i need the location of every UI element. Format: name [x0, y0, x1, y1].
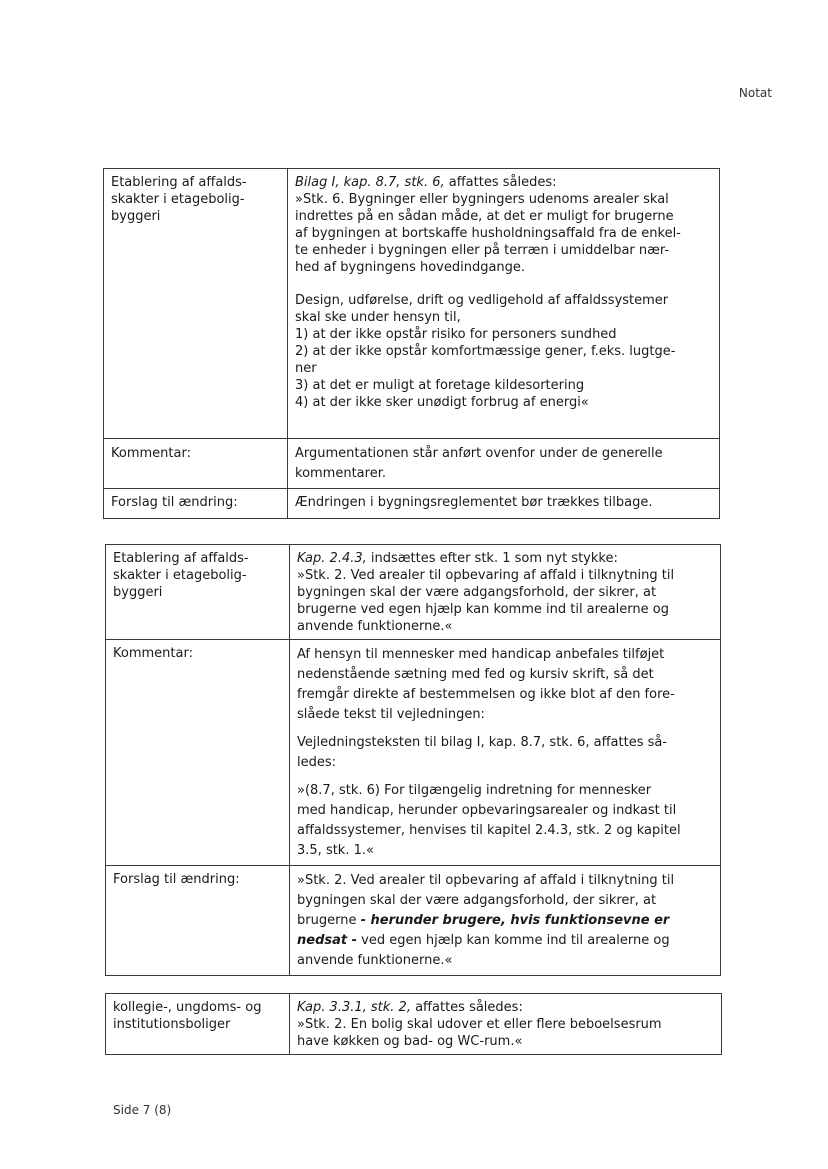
- row-content: [290, 545, 721, 640]
- paragraph: »Stk. 2. En bolig skal udover et eller flere beboelsesrum have køkken og bad- og WC-rum.«: [297, 1017, 662, 1049]
- table-row: [106, 866, 721, 976]
- reference: Kap. 2.4.3,: [297, 551, 367, 566]
- row-label: kollegie-, ungdoms- og institutionsboliger: [106, 994, 290, 1055]
- paragraph: Vejledningsteksten til bilag I, kap. 8.7, stk. 6, affattes så- ledes:: [297, 735, 668, 770]
- row-label: Forslag til ændring:: [104, 489, 288, 519]
- table-row: [106, 994, 722, 1055]
- reference-suffix: affattes således:: [410, 1000, 523, 1015]
- page-number: Side 7 (8): [113, 1103, 172, 1117]
- reference: Kap. 3.3.1, stk. 2,: [297, 1000, 411, 1015]
- table-row: [104, 489, 720, 519]
- row-content: Argumentationen står anført ovenfor under de generelle kommentarer.: [288, 439, 720, 489]
- row-content: Ændringen i bygningsreglementet bør trækkes tilbage.: [288, 489, 720, 519]
- reference-suffix: indsættes efter stk. 1 som nyt stykke:: [366, 551, 618, 566]
- table-row: [106, 545, 721, 640]
- row-label: Kommentar:: [106, 640, 290, 866]
- row-label: Forslag til ændring:: [106, 866, 290, 976]
- paragraph: Design, udførelse, drift og vedligehold af affaldssystemer skal ske under hensyn til, 1) at der ikke opstår risiko for personers sundhed 2) at der ikke opstår komfortmæssige gener, f.eks. lugtge- ner 3) at det er muligt at foretage kildesortering 4) at der ikke sker unødigt forbrug af energi«: [295, 293, 676, 410]
- row-content: [288, 169, 720, 439]
- table-kollegieboliger: [105, 993, 722, 1055]
- paragraph: »Stk. 6. Bygninger eller bygningers udenoms arealer skal indrettes på en sådan måde, at det er muligt for brugerne af bygningen at bortskaffe husholdningsaffald fra de enkel- te enheder i bygningen eller på terræn i umiddelbar nær- hed af bygningens hovedindgange.: [295, 192, 681, 275]
- reference-line: [297, 550, 714, 567]
- row-label: Etablering af affalds- skakter i etagebolig- byggeri: [106, 545, 290, 640]
- row-content: [290, 866, 721, 976]
- table-affaldsskakter-1: [103, 168, 720, 519]
- paragraph: »Stk. 2. Ved arealer til opbevaring af affald i tilknytning til bygningen skal der være adgangsforhold, der sikrer, at brugerne ved egen hjælp kan komme ind til arealerne og anvende funktionerne.«: [297, 568, 675, 634]
- table-row: [104, 169, 720, 439]
- table-affaldsskakter-2: [105, 544, 721, 976]
- reference: Bilag I, kap. 8.7, stk. 6,: [295, 175, 445, 190]
- reference-line: [295, 174, 713, 191]
- emphasized-text: - herunder brugere, hvis funktionsevne er nedsat -: [297, 913, 670, 948]
- text-pre: »Stk. 2. Ved arealer til opbevaring af affald i tilknytning til bygningen skal der være adgangsforhold, der sikrer, at brugerne: [297, 873, 675, 928]
- text-post: ved egen hjælp kan komme ind til arealerne og anvende funktionerne.«: [297, 933, 670, 968]
- row-content: [290, 640, 721, 866]
- header-label: Notat: [738, 86, 772, 100]
- row-content: [290, 994, 722, 1055]
- row-label: Etablering af affalds- skakter i etagebolig- byggeri: [104, 169, 288, 439]
- reference-suffix: affattes således:: [444, 175, 557, 190]
- table-row: [104, 439, 720, 489]
- paragraph: »(8.7, stk. 6) For tilgængelig indretning for mennesker med handicap, herunder opbevaringsarealer og indkast til affaldssystemer, henvises til kapitel 2.4.3, stk. 2 og kapitel 3.5, stk. 1.«: [297, 783, 681, 858]
- row-label: Kommentar:: [104, 439, 288, 489]
- reference-line: [297, 999, 715, 1016]
- paragraph: Af hensyn til mennesker med handicap anbefales tilføjet nedenstående sætning med fed og kursiv skrift, så det fremgår direkte af bestemmelsen og ikke blot af den fore- slåede tekst til vejledningen:: [297, 647, 675, 722]
- table-row: [106, 640, 721, 866]
